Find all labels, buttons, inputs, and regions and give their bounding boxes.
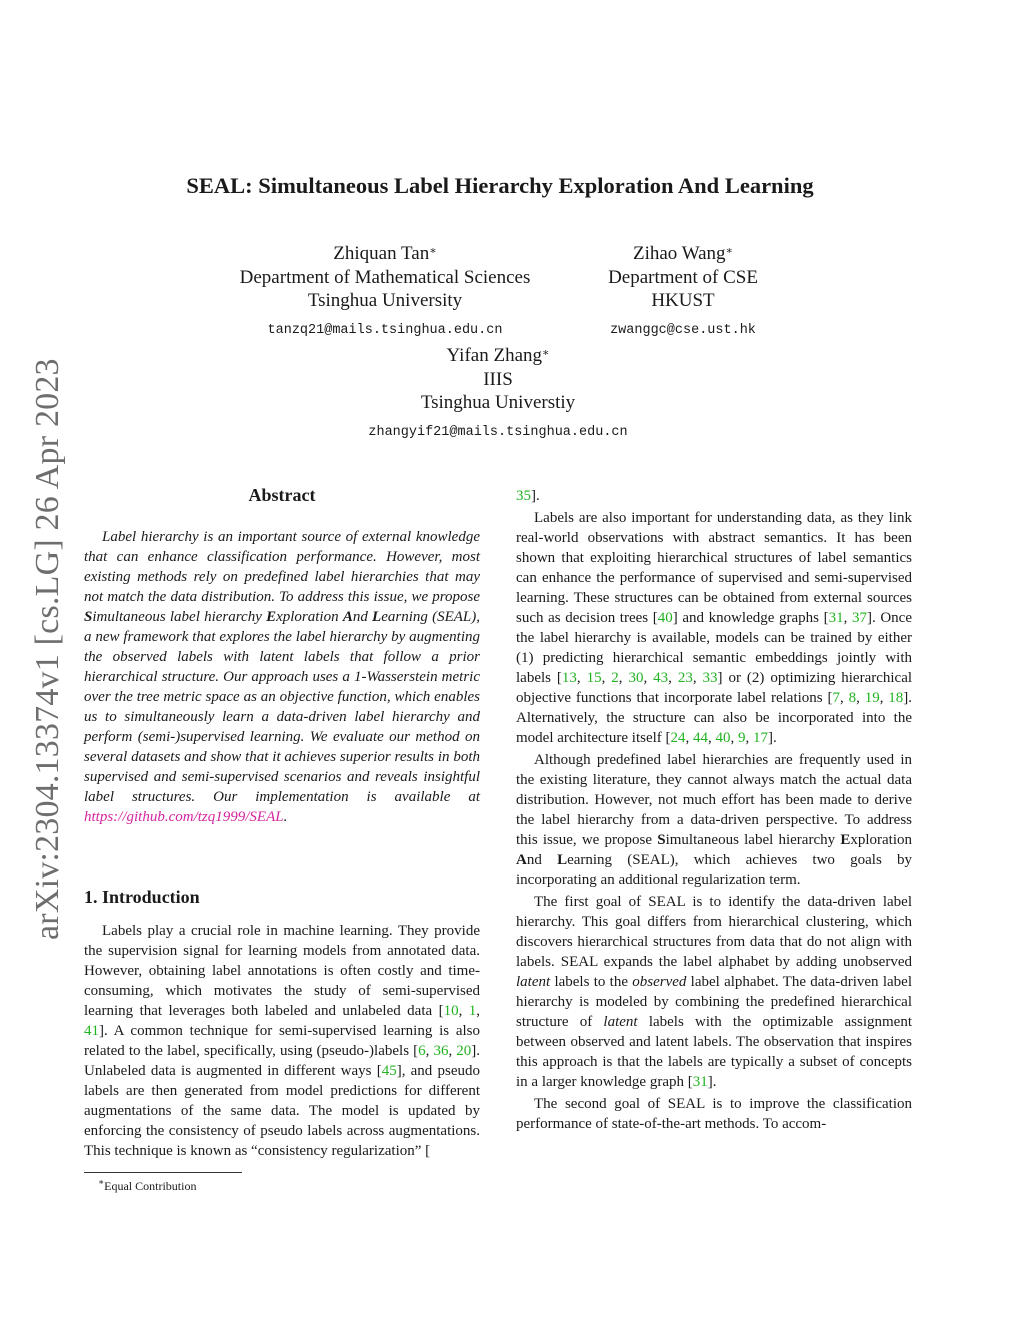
citation[interactable]: 15 [586, 670, 602, 686]
citation[interactable]: 18 [888, 690, 904, 706]
citation[interactable]: 24 [670, 730, 686, 746]
author-name: Zhiquan Tan [333, 243, 430, 264]
citation[interactable]: 7 [832, 690, 840, 706]
citation[interactable]: 8 [848, 690, 857, 706]
citation[interactable]: 6 [418, 1043, 426, 1059]
citation[interactable]: 35 [516, 488, 531, 504]
citation[interactable]: 20 [456, 1043, 472, 1059]
intro-left-column [84, 921, 480, 1161]
author-institution: HKUST [651, 290, 715, 311]
citation[interactable]: 36 [433, 1043, 449, 1059]
citation[interactable]: 40 [657, 610, 673, 626]
citation[interactable]: 40 [715, 730, 731, 746]
citation[interactable]: 45 [381, 1063, 397, 1079]
intro-paragraph-2: Labels are also important for understanding data, as they link real-world observations with abstract semantics. It has been shown that exploiting hierarchical structures of label semantics can enhance the performance of supervised and semi-supervised learning. These structures can be obtained from external sources such as decision trees [40] and knowledge graphs [31, 37]. Once the label hierarchy is available, models can be trained by either (1) predicting hierarchical semantic embeddings jointly with labels [13, 15, 2, 30, 43, 23, 33] or (2) optimizing hierarchical objective functions that incorporate label relations [7, 8, 19, 18]. Alternatively, the structure can also be incorporated into the model architecture itself [24, 44, 40, 9, 17]. [516, 510, 913, 746]
citation[interactable]: 31 [692, 1074, 708, 1090]
author-mark: ∗ [725, 245, 734, 257]
author-email[interactable]: tanzq21@mails.tsinghua.edu.cn [267, 322, 503, 338]
citation[interactable]: 23 [677, 670, 693, 686]
author-affiliation: IIIS [483, 368, 513, 390]
author-institution: Tsinghua Universtiy [420, 392, 576, 413]
citation[interactable]: 41 [84, 1023, 99, 1039]
citation[interactable]: 2 [611, 670, 619, 686]
arxiv-identifier: arXiv:2304.13374v1 [cs.LG] 26 Apr 2023 [29, 358, 66, 940]
author-email[interactable]: zhangyif21@mails.tsinghua.edu.cn [368, 424, 628, 440]
citation[interactable]: 44 [693, 730, 709, 746]
author-name: Yifan Zhang [446, 345, 543, 366]
abstract-body: Label hierarchy is an important source of external knowledge that can enhance classification performance. However, most existing methods rely on predefined label hierarchies that may not match the data distribution. To address this issue, we propose Simultaneous label hierarchy Exploration And Learning (SEAL), a new framework that explores the label hierarchy by augmenting the observed labels with latent labels that follow a prior hierarchical structure. Our approach uses a 1-Wasserstein metric over the tree metric space as an objective function, which enables us to simultaneously learn a data-driven label hierarchy and perform (semi-)supervised learning. We evaluate our method on several datasets and show that it achieves superior results in both supervised and semi-supervised scenarios and reveals insightful label structures. Our implementation is available at https://github.com/tzq1999/SEAL. [84, 529, 481, 825]
citation[interactable]: 33 [702, 670, 718, 686]
author-block-2 [580, 242, 786, 342]
author-mark: ∗ [429, 245, 437, 257]
citation[interactable]: 10 [443, 1003, 459, 1019]
author-block-1 [222, 242, 548, 342]
citation[interactable]: 13 [561, 670, 577, 686]
author-name: Zihao Wang [632, 243, 726, 264]
paper-title: SEAL: Simultaneous Label Hierarchy Exploration And Learning [186, 173, 814, 198]
author-institution: Tsinghua University [307, 290, 463, 311]
github-link[interactable]: https://github.com/tzq1999/SEAL [84, 809, 284, 825]
author-affiliation: Department of CSE [608, 266, 758, 288]
intro-paragraph-1: Labels play a crucial role in machine learning. They provide the supervision signal for learning models from annotated data. However, obtaining label annotations is often costly and time-consuming, which motivates the study of semi-supervised learning that leverages both labeled and unlabeled data [10, 1, 41]. A common technique for semi-supervised learning is also related to the label, specifically, using (pseudo-)labels [6, 36, 20]. Unlabeled data is augmented in different ways [45], and pseudo labels are then generated from model predictions for different augmentations of the same data. The model is updated by enforcing the consistency of pseudo labels across augmentations. This technique is known as “consistency regularization” [ [84, 923, 481, 1159]
intro-paragraph-5: The second goal of SEAL is to improve the classification performance of state-of-the-art methods. To accom- [516, 1096, 912, 1132]
citation[interactable]: 19 [864, 690, 880, 706]
intro-paragraph-3: Although predefined label hierarchies are frequently used in the existing literature, they cannot always match the actual data distribution. However, not much effort has been made to derive the label hierarchy from a data-driven perspective. To address this issue, we propose Simultaneous label hierarchy Exploration And Learning (SEAL), which achieves two goals by incorporating an additional regularization term. [516, 752, 912, 888]
author-affiliation: Department of Mathematical Sciences [239, 266, 531, 288]
citation[interactable]: 30 [628, 670, 644, 686]
citation[interactable]: 43 [653, 670, 669, 686]
author-mark: ∗ [542, 347, 550, 359]
citation[interactable]: 37 [851, 610, 867, 626]
citation[interactable]: 1 [468, 1003, 477, 1019]
citation[interactable]: 17 [753, 730, 769, 746]
footnote: ∗Equal Contribution [98, 1177, 197, 1193]
section-heading-introduction: 1. Introduction [84, 887, 200, 907]
author-email[interactable]: zwanggc@cse.ust.hk [610, 322, 756, 338]
author-block-3 [300, 344, 696, 444]
intro-right-column [516, 486, 912, 1134]
abstract-heading: Abstract [248, 485, 316, 505]
citation[interactable]: 9 [738, 730, 746, 746]
footnote-rule [84, 1172, 242, 1173]
citation[interactable]: 31 [828, 610, 844, 626]
intro-paragraph-1-continued: 35]. [516, 488, 540, 504]
intro-paragraph-4: The first goal of SEAL is to identify the data-driven label hierarchy. This goal differs from hierarchical clustering, which discovers hierarchical structures from data that do not align with labels. SEAL expands the label alphabet by adding unobserved latent labels to the observed label alphabet. The data-driven label hierarchy is modeled by combining the predefined hierarchical structure of latent labels with the optimizable assignment between observed and latent labels. The observation that inspires this approach is that the labels are typically a subset of concepts in a larger knowledge graph [31]. [516, 894, 912, 1090]
